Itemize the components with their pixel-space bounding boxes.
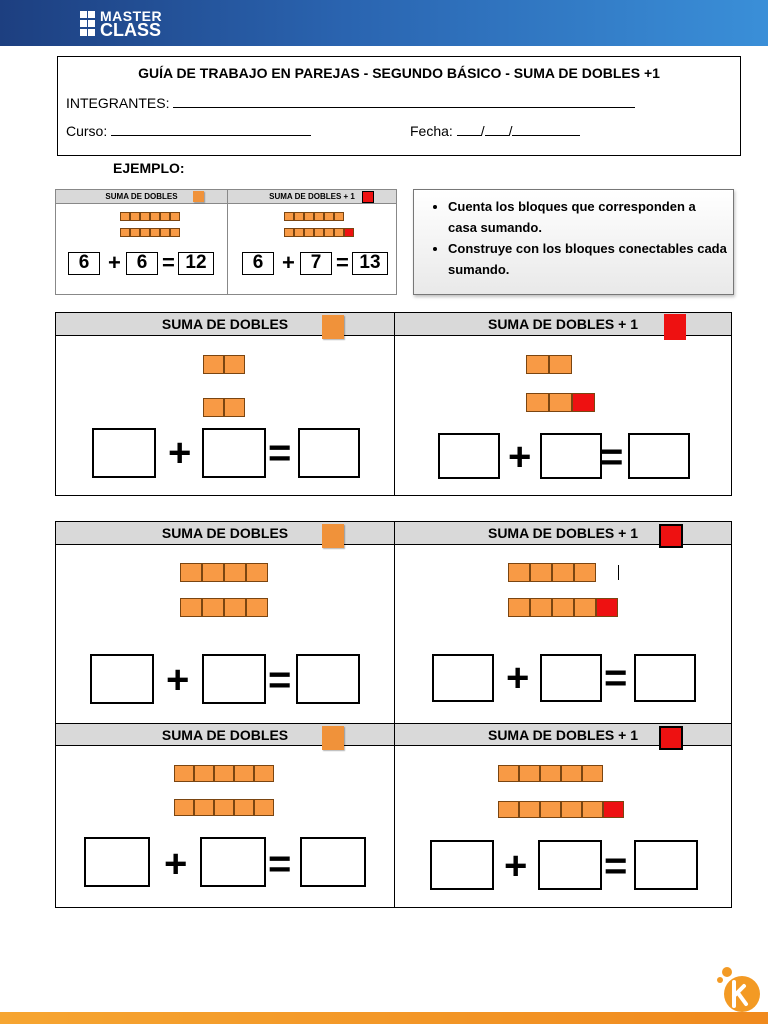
orange-swatch-icon — [322, 315, 344, 339]
exercise-section-1 — [55, 312, 732, 496]
integrantes-field[interactable] — [173, 96, 635, 108]
answer-box-addend-b[interactable] — [202, 428, 266, 478]
answer-box-addend-b[interactable] — [540, 433, 602, 479]
example-right-sum: 13 — [352, 252, 388, 275]
answer-box-sum[interactable] — [298, 428, 360, 478]
curso-field[interactable] — [111, 124, 311, 136]
integrantes-label: INTEGRANTES: — [66, 95, 170, 111]
answer-box-sum[interactable] — [628, 433, 690, 479]
plus-sign: + — [504, 844, 528, 888]
equals-sign: = — [268, 658, 292, 702]
doubles-title: SUMA DE DOBLES — [56, 723, 394, 746]
example-right-title: SUMA DE DOBLES + 1 — [228, 190, 396, 204]
equals-sign: = — [604, 656, 628, 700]
kdoce-logo — [712, 962, 768, 1014]
plus-sign: + — [506, 656, 530, 700]
exercise-section-2 — [55, 521, 732, 908]
doubles-blocks-top — [180, 563, 268, 582]
footer-bar — [0, 1012, 768, 1024]
worksheet-header: GUÍA DE TRABAJO EN PAREJAS - SEGUNDO BÁSICO - SUMA DE DOBLES +1 INTEGRANTES: Curso: Fecha: / / — [57, 56, 741, 156]
answer-box-addend-a[interactable] — [430, 840, 494, 890]
equals-sign: = — [268, 842, 292, 886]
instruction-item: • Construye con los bloques conectables cada sumando. — [448, 238, 728, 280]
plus-one-blocks-bottom — [498, 801, 624, 818]
plus-sign: + — [508, 435, 532, 479]
doubles-blocks-top — [203, 355, 245, 374]
master-class-logo — [80, 7, 170, 39]
fecha-label: Fecha: — [410, 123, 453, 139]
answer-box-sum[interactable] — [300, 837, 366, 887]
answer-box-sum[interactable] — [634, 840, 698, 890]
example-left-addend-b: 6 — [126, 252, 158, 275]
equals-sign: = — [268, 431, 292, 475]
plus-sign: + — [166, 658, 190, 702]
red-swatch-icon — [659, 726, 683, 750]
answer-box-addend-a[interactable] — [84, 837, 150, 887]
example-equals: = — [336, 250, 349, 275]
orange-swatch-icon — [193, 191, 204, 202]
example-label: EJEMPLO: — [113, 160, 185, 176]
fecha-day-field[interactable] — [457, 124, 481, 136]
red-swatch-icon — [659, 524, 683, 548]
answer-box-addend-a[interactable] — [438, 433, 500, 479]
logo-text-line2: CLASS — [100, 20, 162, 40]
answer-box-sum[interactable] — [634, 654, 696, 702]
plus-one-blocks-top — [498, 765, 603, 782]
plus-one-blocks-top — [508, 563, 596, 582]
example-left-sum: 12 — [178, 252, 214, 275]
answer-box-addend-b[interactable] — [540, 654, 602, 702]
plus-sign: + — [168, 431, 192, 475]
doubles-plus-one-title: SUMA DE DOBLES + 1 — [395, 522, 731, 545]
example-right-addend-b: 7 — [300, 252, 332, 275]
example-plus: + — [108, 250, 121, 275]
example-table — [55, 189, 397, 295]
example-left-blocks-top — [120, 212, 180, 221]
logo-mark-icon — [80, 8, 96, 38]
answer-box-addend-b[interactable] — [200, 837, 266, 887]
orange-swatch-icon — [322, 524, 344, 548]
top-banner — [0, 0, 768, 46]
doubles-title: SUMA DE DOBLES — [56, 522, 394, 545]
answer-box-addend-b[interactable] — [538, 840, 602, 890]
example-right-addend-a: 6 — [242, 252, 274, 275]
fecha-month-field[interactable] — [485, 124, 509, 136]
red-swatch-icon — [664, 314, 686, 340]
instructions-box — [413, 189, 734, 295]
example-plus: + — [282, 250, 295, 275]
curso-label: Curso: — [66, 123, 108, 139]
example-right-blocks-top — [284, 212, 344, 221]
plus-one-blocks-bottom — [526, 393, 595, 412]
doubles-plus-one-title: SUMA DE DOBLES + 1 — [395, 313, 731, 336]
answer-box-addend-b[interactable] — [202, 654, 266, 704]
red-swatch-icon — [362, 191, 374, 203]
worksheet-title: GUÍA DE TRABAJO EN PAREJAS - SEGUNDO BÁSICO - SUMA DE DOBLES +1 — [138, 65, 660, 81]
example-right-blocks-bottom — [284, 228, 354, 237]
example-left-addend-a: 6 — [68, 252, 100, 275]
answer-box-addend-a[interactable] — [92, 428, 156, 478]
example-left-blocks-bottom — [120, 228, 180, 237]
logo-text-line1: MASTER — [100, 8, 163, 24]
fecha-year-field[interactable] — [512, 124, 580, 136]
example-left-title: SUMA DE DOBLES — [56, 190, 227, 204]
equals-sign: = — [600, 435, 624, 479]
doubles-blocks-bottom — [180, 598, 268, 617]
instruction-item: • Cuenta los bloques que corresponden a casa sumando. — [448, 196, 728, 238]
equals-sign: = — [604, 844, 628, 888]
plus-one-blocks-top — [526, 355, 572, 374]
plus-sign: + — [164, 842, 188, 886]
doubles-title: SUMA DE DOBLES — [56, 313, 394, 336]
doubles-blocks-bottom — [174, 799, 274, 816]
plus-one-blocks-bottom — [508, 598, 618, 617]
doubles-plus-one-title: SUMA DE DOBLES + 1 — [395, 723, 731, 746]
example-equals: = — [162, 250, 175, 275]
orange-swatch-icon — [322, 726, 344, 750]
doubles-blocks-bottom — [203, 398, 245, 417]
answer-box-addend-a[interactable] — [90, 654, 154, 704]
answer-box-addend-a[interactable] — [432, 654, 494, 702]
answer-box-sum[interactable] — [296, 654, 360, 704]
doubles-blocks-top — [174, 765, 274, 782]
